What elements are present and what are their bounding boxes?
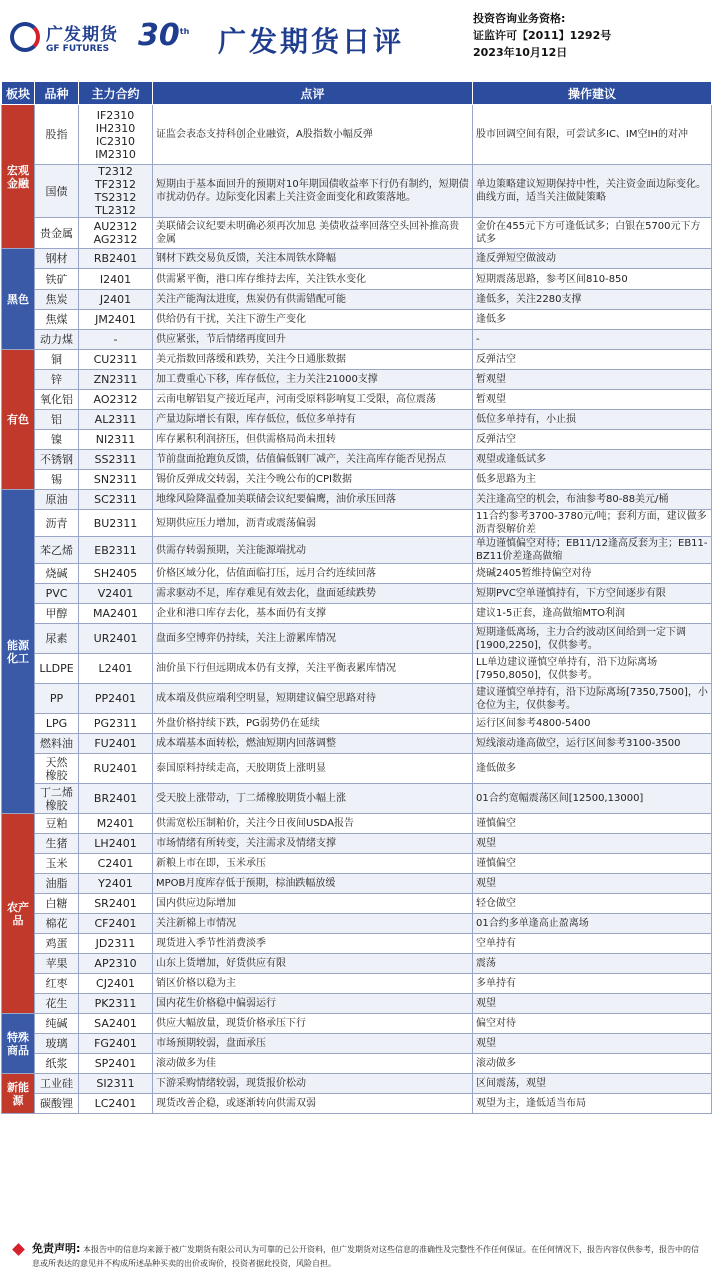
advice-cell: 关注逢高空的机会，布油参考80-88美元/桶: [473, 490, 712, 510]
table-body: [2, 105, 712, 1114]
variety-cell: 红枣: [35, 974, 79, 994]
comment-cell: 国内花生价格稳中偏弱运行: [153, 994, 473, 1014]
contract-cell: CF2401: [79, 914, 153, 934]
advice-cell: 观望: [473, 874, 712, 894]
contract-cell: Y2401: [79, 874, 153, 894]
contract-cell: AU2312 AG2312: [79, 218, 153, 249]
table-row: [2, 874, 712, 894]
variety-cell: 铜: [35, 350, 79, 370]
col-variety: 品种: [35, 82, 79, 105]
contract-cell: I2401: [79, 269, 153, 290]
table-row: [2, 470, 712, 490]
contract-cell: EB2311: [79, 537, 153, 564]
comment-cell: 油价虽下行但远期成本仍有支撑，关注平衡表累库情况: [153, 654, 473, 684]
variety-cell: 甲醇: [35, 604, 79, 624]
contract-cell: SC2311: [79, 490, 153, 510]
advice-cell: 低位多单持有，小止损: [473, 410, 712, 430]
contract-cell: SA2401: [79, 1014, 153, 1034]
variety-cell: 苹果: [35, 954, 79, 974]
table-row: [2, 1094, 712, 1114]
advice-cell: 暂观望: [473, 370, 712, 390]
advice-cell: 滚动做多: [473, 1054, 712, 1074]
comment-cell: 锡价反弹成交转弱，关注今晚公布的CPI数据: [153, 470, 473, 490]
table-row: [2, 934, 712, 954]
table-row: [2, 624, 712, 654]
comment-cell: 成本端及供应端利空明显，短期建议偏空思路对待: [153, 684, 473, 714]
variety-cell: LPG: [35, 714, 79, 734]
advice-cell: 谨慎偏空: [473, 814, 712, 834]
diamond-bullet-icon: [12, 1243, 25, 1256]
advice-cell: 观望: [473, 994, 712, 1014]
variety-cell: 天然 橡胶: [35, 754, 79, 784]
variety-cell: 油脂: [35, 874, 79, 894]
contract-cell: L2401: [79, 654, 153, 684]
comment-cell: 钢材下跌交易负反馈，关注本周铁水降幅: [153, 249, 473, 269]
table-row: [2, 1054, 712, 1074]
table-row: [2, 350, 712, 370]
variety-cell: 棉花: [35, 914, 79, 934]
variety-cell: 豆粕: [35, 814, 79, 834]
contract-cell: SP2401: [79, 1054, 153, 1074]
table-row: [2, 1074, 712, 1094]
contract-cell: PK2311: [79, 994, 153, 1014]
contract-cell: -: [79, 330, 153, 350]
contract-cell: PG2311: [79, 714, 153, 734]
comment-cell: 库存累积利润挤压，但供需格局尚未扭转: [153, 430, 473, 450]
comment-cell: 盘面多空博弈仍持续，关注上游累库情况: [153, 624, 473, 654]
comment-cell: 泰国原料持续走高，天胶期货上涨明显: [153, 754, 473, 784]
variety-cell: 原油: [35, 490, 79, 510]
table-row: [2, 1014, 712, 1034]
page-header: [0, 0, 712, 80]
table-row: [2, 510, 712, 537]
advice-cell: 运行区间参考4800-5400: [473, 714, 712, 734]
comment-cell: 美联储会议纪要未明确必须再次加息 美债收益率回落空头回补推高贵金属: [153, 218, 473, 249]
disclaimer-title: 免责声明:: [32, 1242, 81, 1255]
comment-cell: 山东上货增加，好货供应有限: [153, 954, 473, 974]
table-row: [2, 310, 712, 330]
variety-cell: 锡: [35, 470, 79, 490]
table-row: [2, 165, 712, 218]
variety-cell: 玉米: [35, 854, 79, 874]
advice-cell: 观望: [473, 834, 712, 854]
variety-cell: PP: [35, 684, 79, 714]
comment-cell: 滚动做多为佳: [153, 1054, 473, 1074]
contract-cell: IF2310 IH2310 IC2310 IM2310: [79, 105, 153, 165]
comment-cell: 节前盘面抢跑负反馈，估值偏低钢厂减产，关注高库存能否见拐点: [153, 450, 473, 470]
col-contract: 主力合约: [79, 82, 153, 105]
table-row: [2, 490, 712, 510]
contract-cell: FU2401: [79, 734, 153, 754]
advice-cell: -: [473, 330, 712, 350]
table-row: [2, 218, 712, 249]
page-title: 广发期货日评: [218, 25, 405, 58]
variety-cell: 尿素: [35, 624, 79, 654]
contract-cell: LH2401: [79, 834, 153, 854]
logo-mark-icon: [10, 22, 40, 52]
table-row: [2, 894, 712, 914]
contract-cell: SI2311: [79, 1074, 153, 1094]
contract-cell: LC2401: [79, 1094, 153, 1114]
advice-cell: 短期逢低离场，主力合约波动区间给到一定下调[1900,2250]，仅供参考。: [473, 624, 712, 654]
table-header-row: [2, 82, 712, 105]
comment-cell: 现货进入季节性消费淡季: [153, 934, 473, 954]
comment-cell: 企业和港口库存去化，基本面仍有支撑: [153, 604, 473, 624]
advice-cell: 偏空对待: [473, 1014, 712, 1034]
contract-cell: NI2311: [79, 430, 153, 450]
variety-cell: 钢材: [35, 249, 79, 269]
variety-cell: 白糖: [35, 894, 79, 914]
variety-cell: 烧碱: [35, 564, 79, 584]
advice-cell: 震荡: [473, 954, 712, 974]
advice-cell: 金价在455元下方可逢低试多；白银在5700元下方试多: [473, 218, 712, 249]
variety-cell: 纸浆: [35, 1054, 79, 1074]
variety-cell: 铁矿: [35, 269, 79, 290]
advice-cell: LL单边建议谨慎空单持有，沿下边际离场[7950,8050]，仅供参考。: [473, 654, 712, 684]
table-row: [2, 330, 712, 350]
contract-cell: SN2311: [79, 470, 153, 490]
comment-cell: 供给仍有干扰，关注下游生产变化: [153, 310, 473, 330]
comment-cell: 市场预期较弱，盘面承压: [153, 1034, 473, 1054]
table-row: [2, 734, 712, 754]
comment-cell: 成本端基本面转松，燃油短期内回落调整: [153, 734, 473, 754]
advice-cell: 逢低多，关注2280支撑: [473, 290, 712, 310]
table-row: [2, 290, 712, 310]
advice-cell: 观望或逢低试多: [473, 450, 712, 470]
table-row: [2, 784, 712, 814]
variety-cell: 玻璃: [35, 1034, 79, 1054]
table-row: [2, 834, 712, 854]
sector-cell: 宏观 金融: [2, 105, 35, 249]
table-row: [2, 410, 712, 430]
comment-cell: 短期由于基本面回升的预期对10年期国债收益率下行仍有制约，短期债市扰动仍存。边际变化因素上关注资金面变化和政策落地。: [153, 165, 473, 218]
comment-cell: 供应大幅放量，现货价格承压下行: [153, 1014, 473, 1034]
contract-cell: CU2311: [79, 350, 153, 370]
advice-cell: 反弹沽空: [473, 350, 712, 370]
disclaimer-body: 本报告中的信息均来源于被广发期货有限公司认为可靠的已公开资料，但广发期货对这些信息的准确性及完整性不作任何保证。在任何情况下，报告内容仅供参考，报告中的信息或所表达的意见并不构成所述品种买卖的出价或询价，投资者据此投资，风险自担。: [32, 1245, 699, 1268]
license-label: 投资咨询业务资格:: [473, 12, 566, 25]
comment-cell: 美元指数回落缓和跌势，关注今日通胀数据: [153, 350, 473, 370]
comment-cell: 关注产能淘汰进度，焦炭仍有供需错配可能: [153, 290, 473, 310]
table-row: [2, 974, 712, 994]
comment-cell: 短期供应压力增加，沥青或震荡偏弱: [153, 510, 473, 537]
comment-cell: 市场情绪有所转变，关注需求及情绪支撑: [153, 834, 473, 854]
variety-cell: 股指: [35, 105, 79, 165]
advice-cell: 01合约宽幅震荡区间[12500,13000]: [473, 784, 712, 814]
advice-cell: 建议谨慎空单持有，沿下边际离场[7350,7500]，小仓位为主，仅供参考。: [473, 684, 712, 714]
table-row: [2, 370, 712, 390]
contract-cell: T2312 TF2312 TS2312 TL2312: [79, 165, 153, 218]
logo-name-cn: 广发期货: [46, 25, 118, 45]
advice-cell: 单边策略建议短期保持中性，关注资金面边际变化。曲线方面，适当关注做陡策略: [473, 165, 712, 218]
advice-cell: 低多思路为主: [473, 470, 712, 490]
contract-cell: J2401: [79, 290, 153, 310]
table-row: [2, 537, 712, 564]
comment-cell: 产量边际增长有限，库存低位，低位多单持有: [153, 410, 473, 430]
comment-cell: 供需紧平衡，港口库存维持去库，关注铁水变化: [153, 269, 473, 290]
contract-cell: FG2401: [79, 1034, 153, 1054]
disclaimer: [0, 1240, 712, 1280]
table-row: [2, 814, 712, 834]
variety-cell: 镍: [35, 430, 79, 450]
table-row: [2, 564, 712, 584]
sector-cell: 有色: [2, 350, 35, 490]
table-row: [2, 714, 712, 734]
sector-cell: 能源 化工: [2, 490, 35, 814]
table-row: [2, 249, 712, 269]
comment-cell: 需求驱动不足，库存难见有效去化，盘面延续跌势: [153, 584, 473, 604]
contract-cell: PP2401: [79, 684, 153, 714]
contract-cell: C2401: [79, 854, 153, 874]
contract-cell: RU2401: [79, 754, 153, 784]
variety-cell: 花生: [35, 994, 79, 1014]
sector-cell: 黑色: [2, 249, 35, 350]
contract-cell: SS2311: [79, 450, 153, 470]
variety-cell: LLDPE: [35, 654, 79, 684]
variety-cell: 丁二烯 橡胶: [35, 784, 79, 814]
col-comment: 点评: [153, 82, 473, 105]
advice-cell: 股市回调空间有限，可尝试多IC、IM空IH的对冲: [473, 105, 712, 165]
advice-cell: 11合约参考3700-3780元/吨；套利方面，建议做多沥青裂解价差: [473, 510, 712, 537]
variety-cell: 铝: [35, 410, 79, 430]
advice-cell: 反弹沽空: [473, 430, 712, 450]
variety-cell: PVC: [35, 584, 79, 604]
sector-cell: 农产品: [2, 814, 35, 1014]
col-sector: 板块: [2, 82, 35, 105]
table-row: [2, 754, 712, 784]
contract-cell: RB2401: [79, 249, 153, 269]
advice-cell: 观望为主，逢低适当布局: [473, 1094, 712, 1114]
contract-cell: SR2401: [79, 894, 153, 914]
disclaimer-text: [32, 1242, 704, 1271]
col-advice: 操作建议: [473, 82, 712, 105]
contract-cell: SH2405: [79, 564, 153, 584]
contract-cell: AL2311: [79, 410, 153, 430]
comment-cell: 关注新棉上市情况: [153, 914, 473, 934]
variety-cell: 动力煤: [35, 330, 79, 350]
contract-cell: V2401: [79, 584, 153, 604]
advice-cell: 谨慎偏空: [473, 854, 712, 874]
comment-cell: 供需存转弱预期，关注能源端扰动: [153, 537, 473, 564]
comment-cell: 证监会表态支持科创企业融资，A股指数小幅反弹: [153, 105, 473, 165]
table-row: [2, 430, 712, 450]
advice-cell: 暂观望: [473, 390, 712, 410]
sector-cell: 特殊 商品: [2, 1014, 35, 1074]
table-row: [2, 105, 712, 165]
contract-cell: ZN2311: [79, 370, 153, 390]
table-row: [2, 994, 712, 1014]
comment-cell: 国内供应边际增加: [153, 894, 473, 914]
comment-cell: 价格区域分化，估值面临打压，远月合约连续回落: [153, 564, 473, 584]
advice-cell: 多单持有: [473, 974, 712, 994]
advice-cell: 观望: [473, 1034, 712, 1054]
table-row: [2, 390, 712, 410]
advice-cell: 逢低多: [473, 310, 712, 330]
comment-cell: 外盘价格持续下跌，PG弱势仍在延续: [153, 714, 473, 734]
advice-cell: 短线滚动逢高做空，运行区间参考3100-3500: [473, 734, 712, 754]
sector-cell: 新能源: [2, 1074, 35, 1114]
variety-cell: 碳酸锂: [35, 1094, 79, 1114]
advice-cell: 轻仓做空: [473, 894, 712, 914]
advice-cell: 短期PVC空单谨慎持有，下方空间逐步有限: [473, 584, 712, 604]
company-logo: [10, 18, 190, 62]
contract-cell: BU2311: [79, 510, 153, 537]
report-date: 2023年10月12日: [473, 46, 568, 59]
variety-cell: 焦炭: [35, 290, 79, 310]
contract-cell: UR2401: [79, 624, 153, 654]
variety-cell: 焦煤: [35, 310, 79, 330]
comment-cell: 云南电解铝复产接近尾声，河南受原料影响复工受限，高位震荡: [153, 390, 473, 410]
table-row: [2, 1034, 712, 1054]
variety-cell: 燃料油: [35, 734, 79, 754]
variety-cell: 沥青: [35, 510, 79, 537]
anniversary-badge: 30th: [138, 18, 190, 53]
variety-cell: 锌: [35, 370, 79, 390]
contract-cell: JM2401: [79, 310, 153, 330]
table-row: [2, 269, 712, 290]
table-row: [2, 854, 712, 874]
advice-cell: 逢反弹短空做波动: [473, 249, 712, 269]
variety-cell: 工业硅: [35, 1074, 79, 1094]
variety-cell: 国债: [35, 165, 79, 218]
daily-review-table: [1, 81, 712, 1114]
contract-cell: M2401: [79, 814, 153, 834]
advice-cell: 烧碱2405暂维持偏空对待: [473, 564, 712, 584]
advice-cell: 区间震荡，观望: [473, 1074, 712, 1094]
table-row: [2, 684, 712, 714]
table-row: [2, 954, 712, 974]
advice-cell: 短期震荡思路，参考区间810-850: [473, 269, 712, 290]
table-row: [2, 604, 712, 624]
comment-cell: 销区价格以稳为主: [153, 974, 473, 994]
contract-cell: JD2311: [79, 934, 153, 954]
comment-cell: 新粮上市在即，玉米承压: [153, 854, 473, 874]
advice-cell: 建议1-5正套，逢高做缩MTO利润: [473, 604, 712, 624]
license-info: [473, 10, 611, 61]
table-row: [2, 584, 712, 604]
table-row: [2, 654, 712, 684]
contract-cell: CJ2401: [79, 974, 153, 994]
comment-cell: 供应紧张，节后情绪再度回升: [153, 330, 473, 350]
contract-cell: AP2310: [79, 954, 153, 974]
variety-cell: 生猪: [35, 834, 79, 854]
variety-cell: 贵金属: [35, 218, 79, 249]
variety-cell: 不锈钢: [35, 450, 79, 470]
contract-cell: MA2401: [79, 604, 153, 624]
contract-cell: BR2401: [79, 784, 153, 814]
comment-cell: 供需宽松压制粕价，关注今日夜间USDA报告: [153, 814, 473, 834]
variety-cell: 氧化铝: [35, 390, 79, 410]
variety-cell: 鸡蛋: [35, 934, 79, 954]
advice-cell: 单边谨慎偏空对待；EB11/12逢高反套为主；EB11-BZ11价差逢高做缩: [473, 537, 712, 564]
advice-cell: 01合约多单逢高止盈离场: [473, 914, 712, 934]
variety-cell: 苯乙烯: [35, 537, 79, 564]
comment-cell: MPOB月度库存低于预期，棕油跌幅放缓: [153, 874, 473, 894]
comment-cell: 现货改善企稳，或逐渐转向供需双弱: [153, 1094, 473, 1114]
table-row: [2, 914, 712, 934]
advice-cell: 逢低做多: [473, 754, 712, 784]
logo-name-en: GF FUTURES: [46, 44, 110, 54]
comment-cell: 地缘风险降温叠加美联储会议纪要偏鹰，油价承压回落: [153, 490, 473, 510]
comment-cell: 加工费重心下移，库存低位，主力关注21000支撑: [153, 370, 473, 390]
advice-cell: 空单持有: [473, 934, 712, 954]
license-number: 证监许可【2011】1292号: [473, 29, 612, 42]
variety-cell: 纯碱: [35, 1014, 79, 1034]
contract-cell: AO2312: [79, 390, 153, 410]
comment-cell: 下游采购情绪较弱，现货报价松动: [153, 1074, 473, 1094]
table-row: [2, 450, 712, 470]
comment-cell: 受天胶上涨带动，丁二烯橡胶期货小幅上涨: [153, 784, 473, 814]
